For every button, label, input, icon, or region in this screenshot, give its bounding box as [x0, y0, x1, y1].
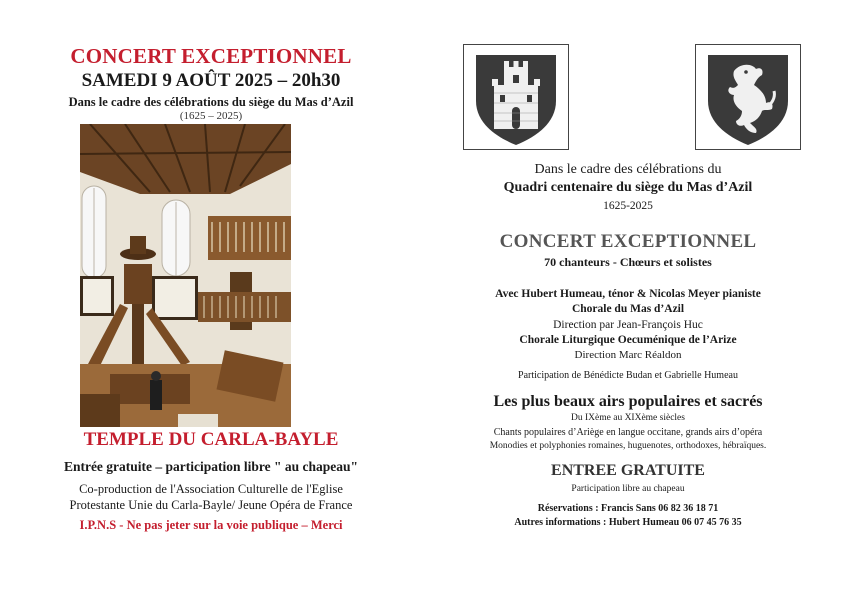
temple-name: TEMPLE DU CARLA-BAYLE	[83, 429, 339, 450]
reservations-contact: Réservations : Francis Sans 06 82 36 18 71	[537, 503, 719, 514]
direction-line-1: Direction par Jean-François Huc	[553, 319, 703, 331]
centuries-line: Du IXème au XIXème siècles	[571, 413, 685, 423]
left-years: (1625 – 2025)	[179, 110, 243, 122]
right-flyer-panel	[443, 38, 813, 538]
program-heading: Les plus beaux airs populaires et sacrés	[493, 393, 763, 410]
chants-line: Chants populaires d’Ariège en langue occitane, grands airs d’opéra	[493, 427, 763, 438]
church-interior-photo	[80, 124, 291, 427]
church-interior-image	[80, 124, 291, 427]
lion-shield-icon	[696, 45, 800, 149]
right-years: 1625-2025	[603, 200, 653, 212]
info-contact: Autres informations : Hubert Humeau 06 07 45 76 35	[514, 517, 742, 528]
lion-shield-frame	[695, 44, 801, 150]
ipns-notice: I.P.N.S - Ne pas jeter sur la voie publique – Merci	[79, 518, 343, 532]
left-date: SAMEDI 9 AOÛT 2025 – 20h30	[81, 70, 341, 91]
chorale-mas-azil: Chorale du Mas d’Azil	[571, 303, 685, 315]
singers-count: 70 chanteurs - Chœurs et solistes	[544, 255, 712, 269]
left-context-line: Dans le cadre des célébrations du siège du Mas d’Azil	[68, 95, 354, 109]
castle-shield-icon	[464, 45, 568, 149]
castle-shield-frame	[463, 44, 569, 150]
left-title: CONCERT EXCEPTIONNEL	[70, 44, 352, 68]
right-context-line-2: Quadri centenaire du siège du Mas d’Azil	[503, 180, 753, 195]
performers-line: Avec Hubert Humeau, ténor & Nicolas Meyer pianiste	[495, 288, 761, 300]
direction-line-2: Direction Marc Réaldon	[574, 349, 682, 361]
free-participation: Participation libre au chapeau	[571, 484, 685, 494]
right-context-line-1: Dans le cadre des célébrations du	[534, 162, 722, 177]
participation-line: Participation de Bénédicte Budan et Gabrielle Humeau	[518, 370, 738, 381]
chorale-liturgique: Chorale Liturgique Oecuménique de l’Arize	[519, 334, 737, 346]
right-title: CONCERT EXCEPTIONNEL	[499, 231, 757, 252]
coproduction-line-2: Protestante Unie du Carla-Bayle/ Jeune Opéra de France	[69, 498, 353, 512]
left-free-entry: Entrée gratuite – participation libre " au chapeau"	[63, 459, 359, 474]
left-flyer-panel	[40, 38, 382, 538]
monodies-line: Monodies et polyphonies romaines, huguenotes, orthodoxes, hébraïques.	[489, 441, 767, 451]
coproduction-line-1: Co-production de l'Association Culturelle de l'Eglise	[79, 482, 343, 496]
free-entry-heading: ENTREE GRATUITE	[551, 462, 705, 479]
